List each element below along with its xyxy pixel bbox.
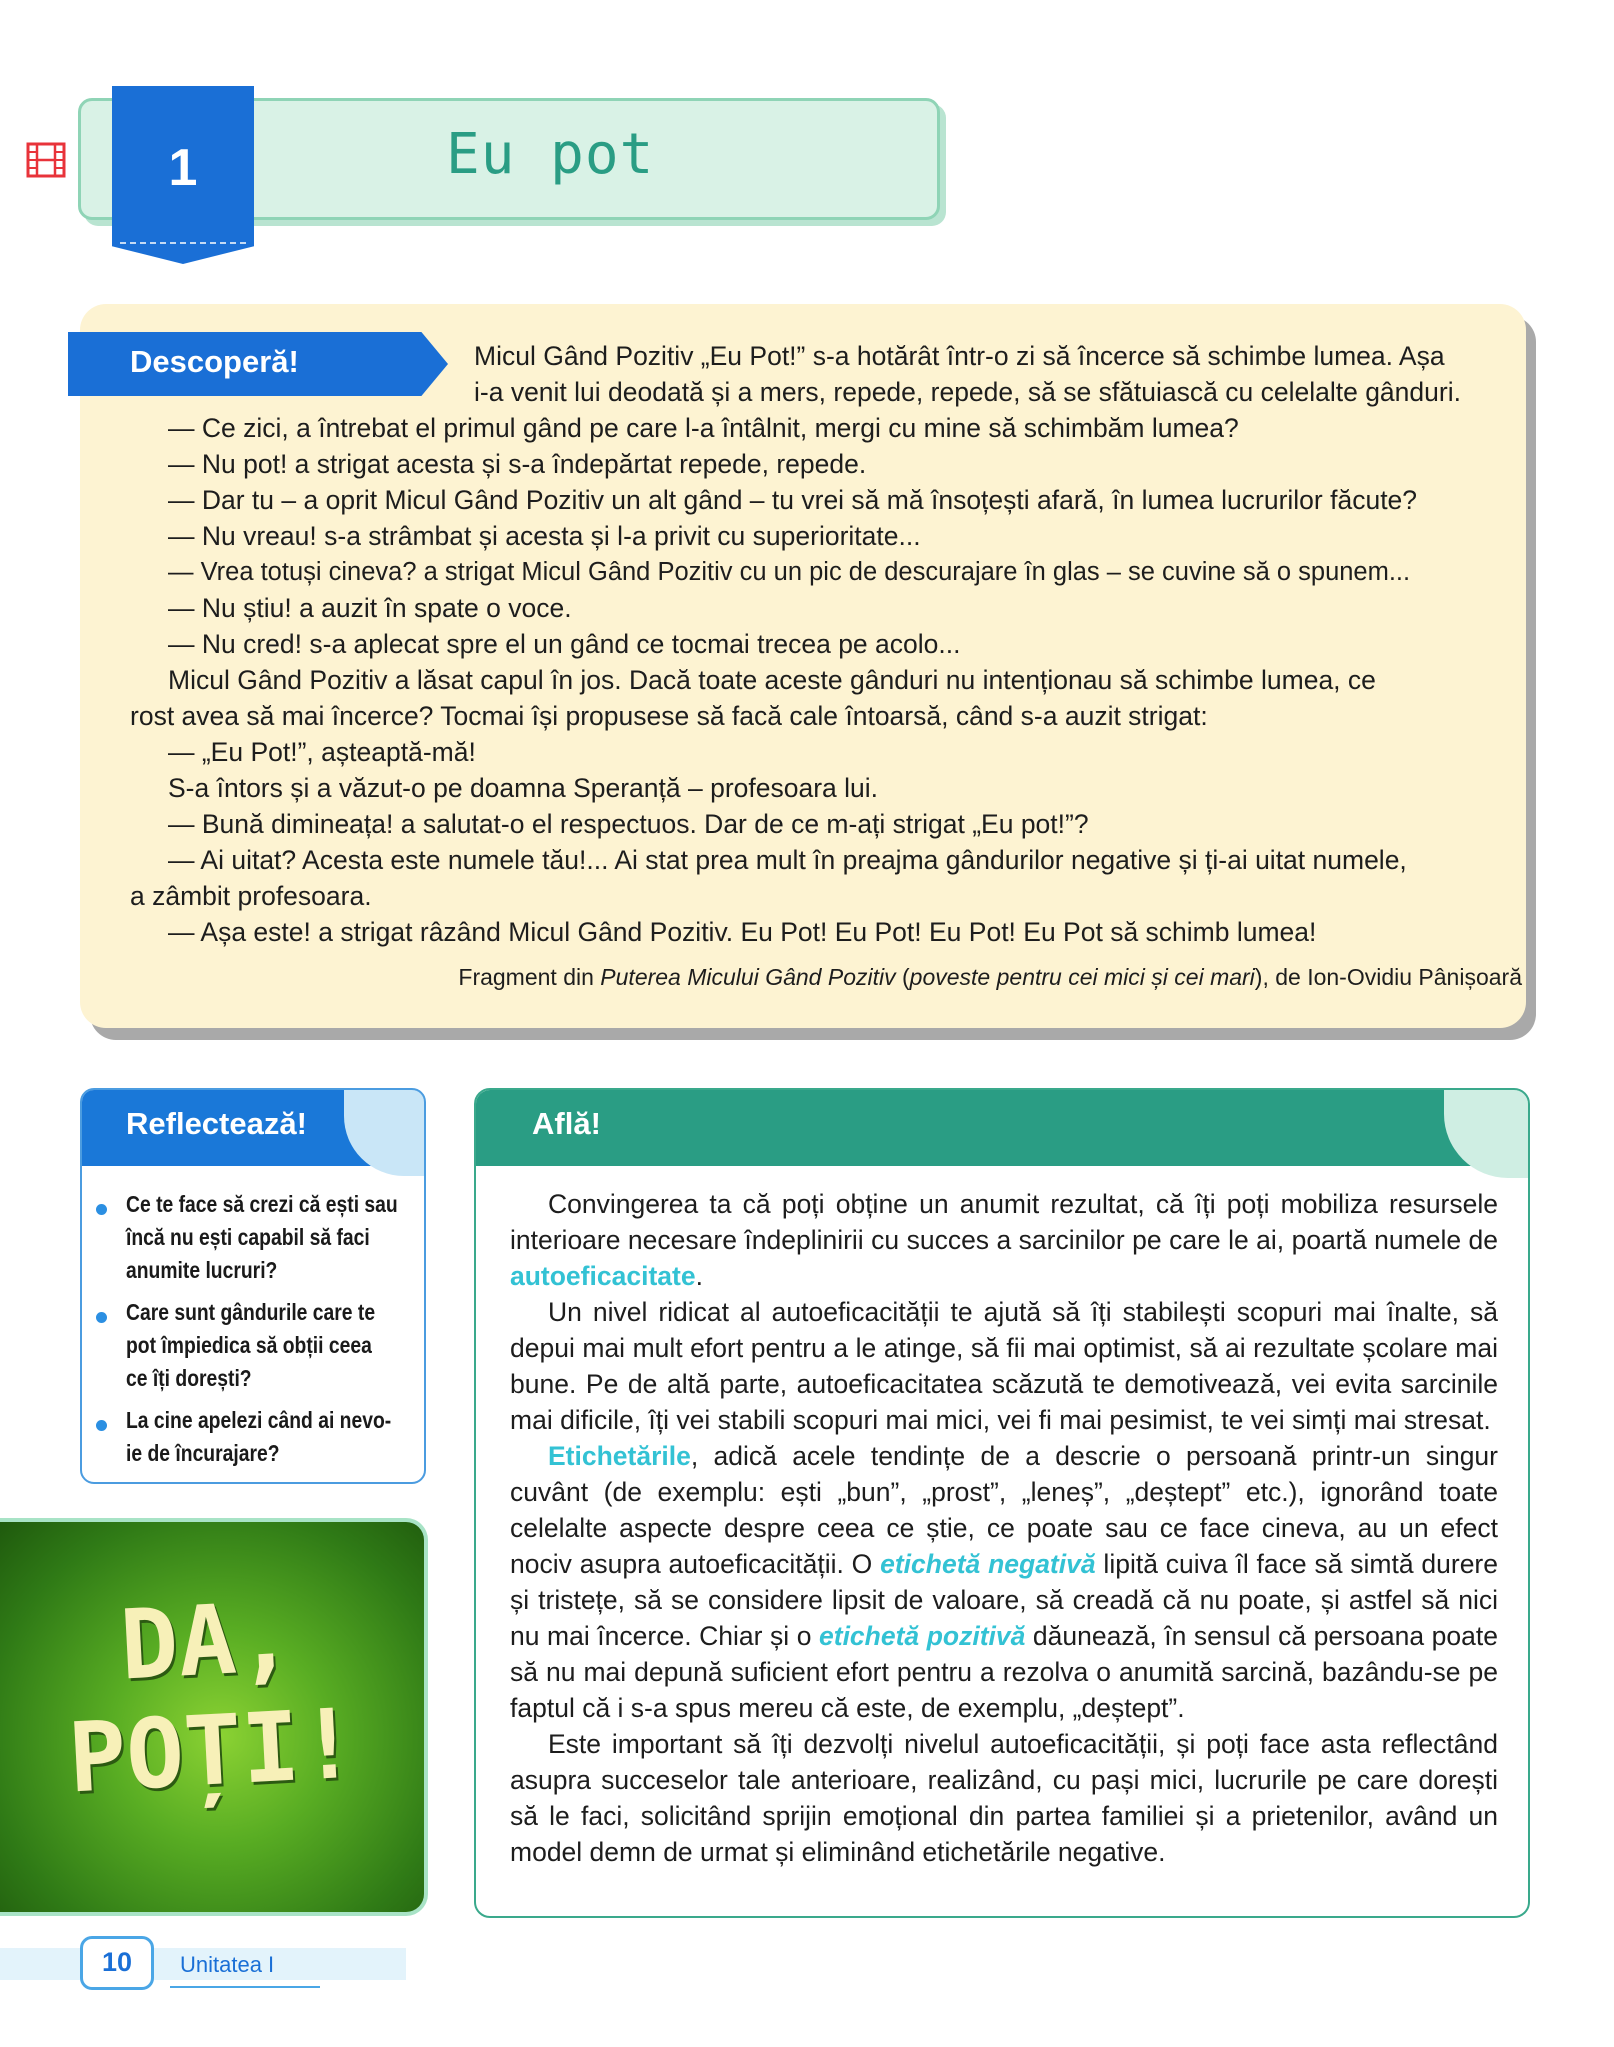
- keyword-positive-label: etichetă pozitivă: [819, 1621, 1026, 1651]
- reflect-question-line: pot împiedica să obții ceea: [126, 1332, 372, 1358]
- reflect-question-line: încă nu ești capabil să faci: [126, 1224, 370, 1250]
- unit-label: Unitatea I: [180, 1952, 275, 1977]
- poster-text: DA, POȚI!: [65, 1580, 361, 1815]
- learn-paragraph: Convingerea ta că poți obține un anumit rezultat, că îți poți mobiliza resursele interioare necesare îndeplinirii cu succes a sarcinilor pe care le ai, poartă numele de autoeficacitate.: [510, 1189, 1498, 1291]
- story-line: — Vrea totuși cineva? a strigat Micul Gând Pozitiv cu un pic de descurajare în glas – se cuvine să o spunem...: [168, 558, 1411, 586]
- story-line: — „Eu Pot!”, așteaptă-mă!: [168, 737, 476, 767]
- story-line: — Nu cred! s-a aplecat spre el un gând ce tocmai trecea pe acolo...: [168, 629, 961, 659]
- reflect-box: [80, 1088, 426, 1484]
- story-line: S-a întors și a văzut-o pe doamna Speranță – profesoara lui.: [168, 773, 879, 803]
- page-number: 10: [101, 1947, 133, 1977]
- bullet-icon: [96, 1312, 107, 1323]
- story-line: — Bună dimineața! a salutat-o el respectuos. Dar de ce m-ați strigat „Eu pot!”?: [168, 809, 1089, 839]
- keyword-autoeficacitate: autoeficacitate: [510, 1261, 696, 1291]
- learn-corner-curl: [1444, 1088, 1530, 1178]
- story-line: — Ai uitat? Acesta este numele tău!... Ai stat prea mult în preajma gândurilor negative și ți-ai uitat numele,: [168, 845, 1407, 875]
- discover-label: Descoperă!: [130, 344, 299, 379]
- story-line: — Ce zici, a întrebat el primul gând pe care l-a întâlnit, mergi cu mine să schimbăm lumea?: [168, 413, 1239, 443]
- story-line: — Dar tu – a oprit Micul Gând Pozitiv un alt gând – tu vrei să mă însoțești afară, în lumea lucrurilor făcute?: [168, 485, 1418, 515]
- story-line: — Așa este! a strigat râzând Micul Gând Pozitiv. Eu Pot! Eu Pot! Eu Pot! Eu Pot să schimb lumea!: [168, 917, 1317, 947]
- learn-body: [510, 1186, 1498, 1870]
- learn-paragraph: Un nivel ridicat al autoeficacității te ajută să îți stabilești scopuri mai înalte, să depui mai mult efort pentru a le atinge, să fii mai optimist, să ai rezultate școlare mai bune. Pe de altă parte, autoeficacitatea scăzută te demotivează, vei evita sarcinile mai dificile, îți vei stabili scopuri mai mici, vei fi mai pesimist, te vei simți mai stresat.: [510, 1297, 1498, 1435]
- bullet-icon: [96, 1204, 107, 1215]
- story-line: i-a venit lui deodată și a mers, repede, repede, să se sfătuiască cu celelalte gânduri.: [474, 377, 1461, 407]
- story-line: — Nu pot! a strigat acesta și s-a îndepărtat repede, repede.: [168, 449, 867, 479]
- learn-box: [474, 1088, 1530, 1918]
- story-line: rost avea să mai încerce? Tocmai își propusese să facă cale întoarsă, când s-a auzit strigat:: [130, 701, 1208, 731]
- reflect-question-line: ce îți dorești?: [126, 1365, 252, 1391]
- lesson-title: Eu pot: [446, 122, 655, 187]
- learn-label: Află!: [532, 1106, 601, 1141]
- film-strip-icon: [26, 142, 66, 178]
- learn-header: [476, 1090, 1528, 1166]
- reflect-question-line: Care sunt gândurile care te: [126, 1299, 376, 1325]
- lesson-number: 1: [168, 139, 198, 197]
- da-poti-poster: [0, 1518, 428, 1916]
- keyword-negative-label: etichetă negativă: [880, 1549, 1096, 1579]
- reflect-question-line: Ce te face să crezi că ești sau: [126, 1191, 398, 1217]
- story-line: Micul Gând Pozitiv a lăsat capul în jos. Dacă toate aceste gânduri nu intenționau să schimbe lumea, ce: [168, 665, 1376, 695]
- story-line: Micul Gând Pozitiv „Eu Pot!” s-a hotărât într-o zi să încerce să schimbe lumea. Așa: [474, 341, 1445, 371]
- learn-paragraph: Este important să îți dezvolți nivelul autoeficacității, și poți face asta reflectând asupra succeselor tale anterioare, realizând, cu pași mici, lucrurile pe care dorești să le faci, solicitând sprijin emoțional din partea familiei și a prietenilor, având un model demn de urmat și eliminând etichetările negative.: [510, 1729, 1498, 1867]
- reflect-corner-curl: [344, 1088, 426, 1176]
- story-line: — Nu vreau! s-a strâmbat și acesta și l-a privit cu superioritate...: [168, 521, 921, 551]
- story-source: Fragment din Puterea Micului Gând Pozitiv (poveste pentru cei mici și cei mari), de Ion-Ovidiu Pânișoară: [458, 964, 1522, 990]
- story-line: a zâmbit profesoara.: [130, 881, 372, 911]
- reflect-question-line: La cine apelezi când ai nevo-: [126, 1407, 392, 1433]
- keyword-etichetarile: Etichetările: [548, 1441, 691, 1471]
- bullet-icon: [96, 1420, 107, 1431]
- reflect-question-line: anumite lucruri?: [126, 1257, 278, 1283]
- reflect-question-line: ie de încurajare?: [126, 1440, 280, 1466]
- reflect-label: Reflectează!: [126, 1106, 307, 1141]
- reflect-header: [82, 1090, 424, 1166]
- story-line: — Nu știu! a auzit în spate o voce.: [168, 593, 572, 623]
- learn-paragraph: Etichetările, adică acele tendințe de a descrie o persoană printr-un singur cuvânt (de exemplu: ești „bun”, „prost”, „leneș”, „deștept” etc.), ignorând toate celelalte aspecte despre ceea ce știe, ce poate sau ce face cineva, au un efect nociv asupra autoeficacității. O etichetă negativă lipită cuiva îl face să simtă durere și tristețe, să se considere lipsit de valoare, să creadă că nu poate, și astfel să nici nu mai încerce. Chiar și o etichetă pozitivă dăunează, în sensul că persoana poate să nu mai depună suficient efort pentru a rezolva o anumită sarcină, bazându-se pe faptul că i s-a spus mereu că este, de exemplu, „deștept”.: [510, 1441, 1498, 1723]
- footer-underline: [170, 1986, 320, 1988]
